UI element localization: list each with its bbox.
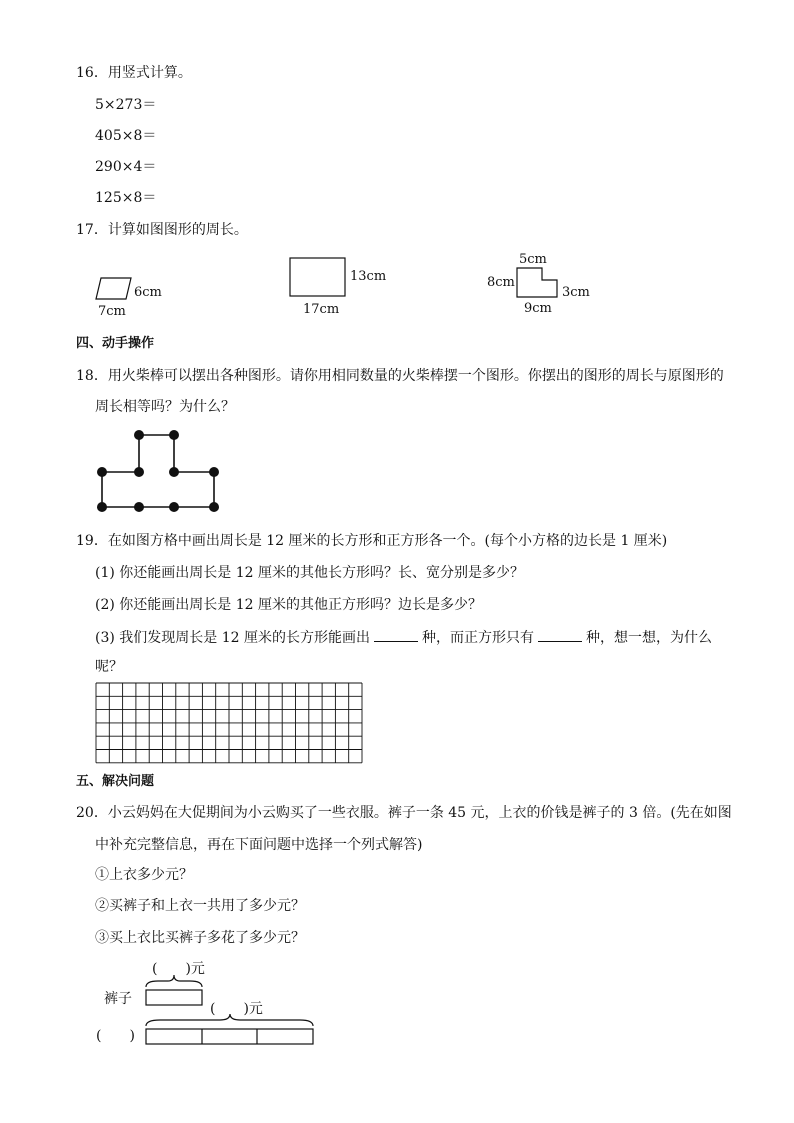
pants-label: 裤子	[104, 991, 132, 1007]
q16-title: 16．用竖式计算。	[76, 65, 192, 81]
q20-option-2[interactable]: ②买裤子和上衣一共用了多少元？	[95, 898, 305, 914]
fig3-right-label: 3cm	[562, 285, 590, 300]
section4-heading: 四、动手操作	[76, 336, 155, 351]
fig3-left-label: 8cm	[487, 275, 515, 290]
q19-sub3-part-a: (3) 我们发现周长是 12 厘米的长方形能画出	[95, 630, 370, 646]
pants-price-label[interactable]: ( )元	[152, 961, 205, 977]
q19-title: 19．在如图方格中画出周长是 12 厘米的长方形和正方形各一个。(每个小方格的边长是 1 厘米)	[76, 533, 668, 549]
row2-label[interactable]: ( )	[96, 1028, 135, 1044]
pants-brace	[146, 975, 202, 987]
q19-sub3-part-b: 种，而正方形只有	[422, 630, 534, 646]
q19-sub2: (2) 你还能画出周长是 12 厘米的其他正方形吗？边长是多少？	[95, 597, 482, 613]
q20-option-1[interactable]: ①上衣多少元？	[95, 867, 193, 883]
q19-sub1: (1) 你还能画出周长是 12 厘米的其他长方形吗？长、宽分别是多少？	[95, 565, 524, 581]
fig2-width-label: 17cm	[303, 302, 340, 317]
total-brace	[146, 1014, 313, 1026]
q20-option-3[interactable]: ③买上衣比买裤子多花了多少元？	[95, 930, 305, 946]
q20-line1: 20．小云妈妈在大促期间为小云购买了一些衣服。裤子一条 45 元，上衣的价钱是裤子的 3 倍。(先在如图	[76, 805, 732, 821]
fig2-height-label: 13cm	[350, 269, 387, 284]
pants-bar	[146, 990, 202, 1005]
fig1-side-label: 6cm	[134, 285, 162, 300]
q16-item-2: 405×8＝	[95, 128, 157, 144]
q19-sub3-part-c: 种，想一想，为什么	[586, 630, 712, 646]
q18-line1: 18．用火柴棒可以摆出各种图形。请你用相同数量的火柴棒摆一个图形。你摆出的图形的周长与原图形的	[76, 368, 724, 384]
fig1-base-label: 7cm	[98, 304, 126, 319]
total-price-label[interactable]: ( )元	[210, 1001, 263, 1017]
q16-item-1: 5×273＝	[95, 97, 157, 113]
q18-line2: 周长相等吗？为什么？	[95, 399, 235, 415]
fig3-top-label: 5cm	[519, 252, 547, 267]
shirt-bar	[146, 1029, 313, 1044]
q17-title: 17．计算如图图形的周长。	[76, 222, 248, 238]
section5-heading: 五、解决问题	[76, 774, 155, 789]
q16-item-4: 125×8＝	[95, 190, 157, 206]
q16-item-3: 290×4＝	[95, 159, 157, 175]
q20-line2: 中补充完整信息，再在下面问题中选择一个列式解答)	[95, 837, 423, 853]
fig3-bottom-label: 9cm	[524, 301, 552, 316]
q19-sub3-end: 呢？	[95, 659, 123, 675]
